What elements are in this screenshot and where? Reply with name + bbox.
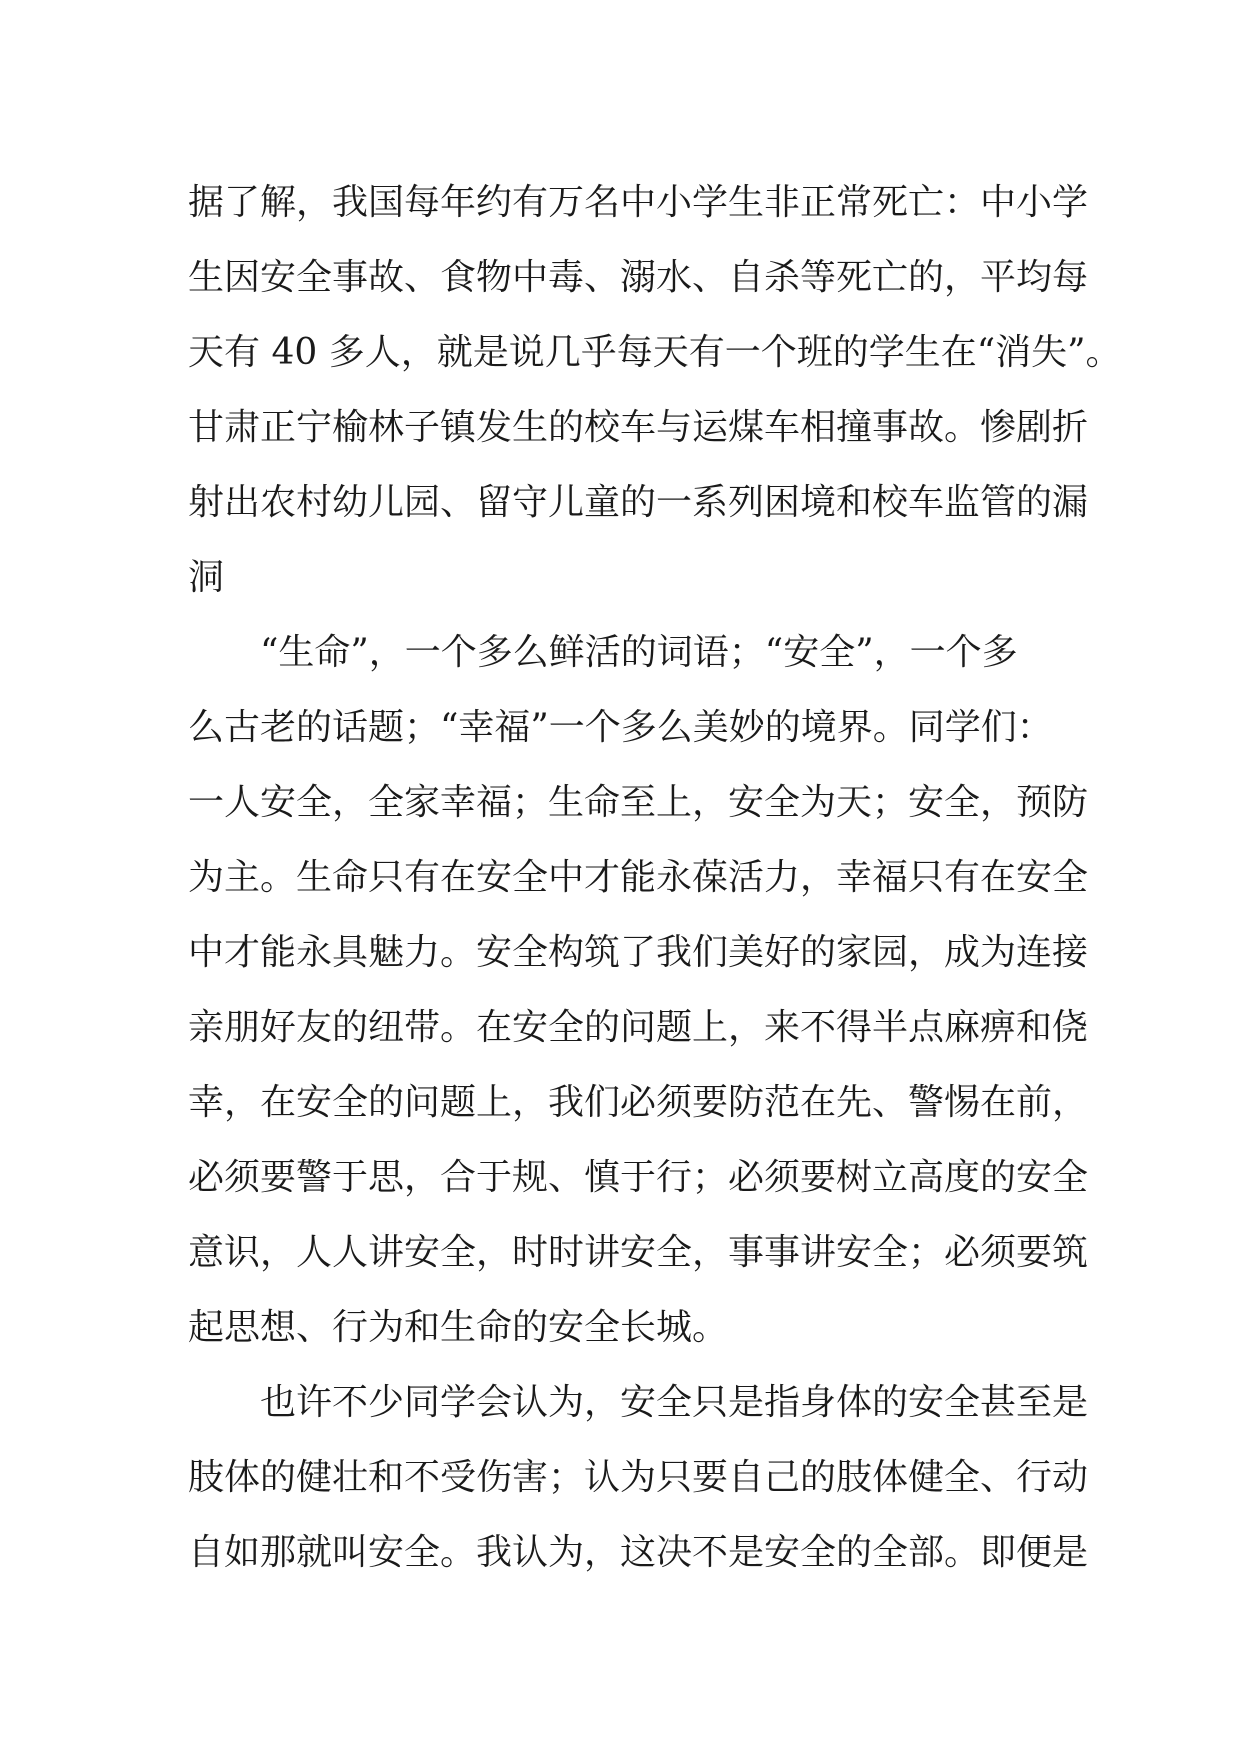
- text-line: 洞: [188, 557, 225, 598]
- text-line: 甘肃正宁榆林子镇发生的校车与运煤车相撞事故。惨剧折: [188, 407, 1089, 448]
- text-line: 起思想、行为和生命的安全长城。: [188, 1307, 729, 1348]
- text-line: 自如那就叫安全。我认为，这决不是安全的全部。即便是: [188, 1532, 1089, 1573]
- text-line: “生命”，一个多么鲜活的词语；“安全”，一个多: [260, 632, 1018, 673]
- body-text: [188, 165, 1122, 1590]
- text-line: 为主。生命只有在安全中才能永葆活力，幸福只有在安全: [188, 857, 1089, 898]
- text-line: 幸，在安全的问题上，我们必须要防范在先、警惕在前，: [188, 1082, 1089, 1123]
- text-line: 中才能永具魅力。安全构筑了我们美好的家园，成为连接: [188, 932, 1089, 973]
- text-line: 一人安全，全家幸福；生命至上，安全为天；安全，预防: [188, 782, 1089, 823]
- text-line: 么古老的话题；“幸福”一个多么美妙的境界。同学们：: [188, 707, 1053, 748]
- text-line: 据了解，我国每年约有万名中小学生非正常死亡：中小学: [188, 182, 1089, 223]
- text-line: 生因安全事故、食物中毒、溺水、自杀等死亡的，平均每: [188, 257, 1089, 298]
- text-line: 天有 40 多人，就是说几乎每天有一个班的学生在“消失”。: [188, 332, 1122, 373]
- text-line: 亲朋好友的纽带。在安全的问题上，来不得半点麻痹和侥: [188, 1007, 1089, 1048]
- text-line: 也许不少同学会认为，安全只是指身体的安全甚至是: [260, 1382, 1089, 1423]
- text-line: 肢体的健壮和不受伤害；认为只要自己的肢体健全、行动: [188, 1457, 1089, 1498]
- text-line: 必须要警于思，合于规、慎于行；必须要树立高度的安全: [188, 1157, 1089, 1198]
- text-line: 意识，人人讲安全，时时讲安全，事事讲安全；必须要筑: [188, 1232, 1089, 1273]
- text-line: 射出农村幼儿园、留守儿童的一系列困境和校车监管的漏: [188, 482, 1089, 523]
